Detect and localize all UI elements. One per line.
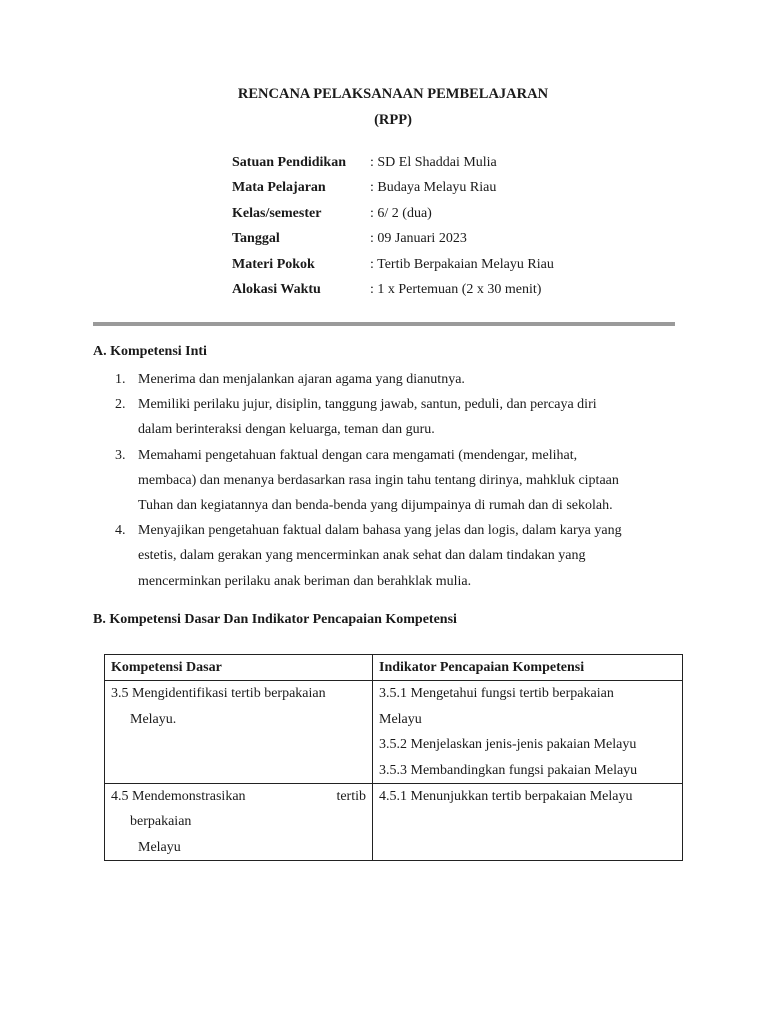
list-item — [93, 367, 693, 392]
info-value: : 6/ 2 (dua) — [370, 205, 432, 221]
cell-text: Melayu. — [130, 711, 177, 727]
info-value: : Budaya Melayu Riau — [370, 180, 497, 196]
info-value: : 1 x Pertemuan (2 x 30 menit) — [370, 281, 542, 297]
section-b-heading: B. Kompetensi Dasar Dan Indikator Pencapaian Kompetensi — [93, 612, 457, 627]
table-cell — [105, 681, 373, 784]
cell-text-line — [111, 784, 366, 809]
info-value: : Tertib Berpakaian Melayu Riau — [370, 256, 554, 272]
document-title: RENCANA PELAKSANAAN PEMBELAJARAN — [237, 86, 549, 102]
list-item — [93, 443, 693, 519]
info-value: : SD El Shaddai Mulia — [370, 155, 497, 170]
table-cell — [105, 784, 373, 861]
list-text: estetis, dalam gerakan yang mencerminkan anak sehat dan dalam tindakan yang — [138, 548, 586, 564]
list-item — [93, 392, 693, 442]
info-label: Tanggal — [232, 231, 280, 247]
cell-text: 3.5 Mengidentifikasi tertib berpakaian — [111, 686, 326, 702]
competency-table — [104, 654, 683, 861]
document-subtitle: (RPP) — [374, 112, 412, 128]
list-text: membaca) dan menanya berdasarkan rasa ingin tahu tentang dirinya, mahkluk ciptaan — [138, 472, 619, 488]
info-label: Mata Pelajaran — [232, 180, 326, 196]
column-header: Indikator Pencapaian Kompetensi — [373, 655, 683, 681]
list-text: Menerima dan menjalankan ajaran agama yang dianutnya. — [138, 372, 465, 387]
kompetensi-inti-list — [93, 367, 693, 594]
column-header: Kompetensi Dasar — [105, 655, 373, 681]
info-label: Alokasi Waktu — [232, 281, 321, 297]
table-cell — [373, 784, 683, 861]
list-text: Memahami pengetahuan faktual dengan cara mengamati (mendengar, melihat, — [138, 447, 578, 463]
list-text: mencerminkan perilaku anak beriman dan berahklak mulia. — [138, 573, 472, 589]
info-value: : 09 Januari 2023 — [370, 231, 467, 247]
list-text: Tuhan dan kegiatannya dan benda-benda yang dijumpainya di rumah dan di sekolah. — [138, 498, 613, 514]
table-header-row — [105, 655, 683, 681]
cell-text: Melayu — [379, 711, 422, 727]
cell-text: 3.5.1 Mengetahui fungsi tertib berpakaian — [379, 686, 614, 702]
table-cell — [373, 681, 683, 784]
list-text: dalam berinteraksi dengan keluarga, teman dan guru. — [138, 422, 435, 438]
table-row — [105, 784, 683, 861]
list-text: Memiliki perilaku jujur, disiplin, tanggung jawab, santun, peduli, dan percaya diri — [138, 397, 597, 413]
cell-text: 3.5.2 Menjelaskan jenis-jenis pakaian Melayu — [379, 737, 637, 753]
list-number: 1. — [115, 372, 126, 387]
cell-text: 4.5 Mendemonstrasikan — [111, 789, 246, 805]
list-item — [93, 518, 693, 594]
info-label: Materi Pokok — [232, 256, 315, 272]
info-label: Satuan Pendidikan — [232, 155, 346, 170]
list-number: 4. — [115, 523, 126, 539]
table-row — [105, 681, 683, 784]
list-number: 2. — [115, 397, 126, 413]
section-a-heading: A. Kompetensi Inti — [93, 344, 207, 359]
cell-text: 4.5.1 Menunjukkan tertib berpakaian Melayu — [379, 789, 633, 805]
cell-text: Melayu — [138, 839, 181, 855]
list-text: Menyajikan pengetahuan faktual dalam bahasa yang jelas dan logis, dalam karya yang — [138, 523, 622, 539]
info-label: Kelas/semester — [232, 205, 322, 221]
list-number: 3. — [115, 447, 126, 463]
cell-text: tertib — [336, 789, 366, 805]
cell-text: 3.5.3 Membandingkan fungsi pakaian Melayu — [379, 762, 638, 778]
horizontal-divider — [93, 322, 675, 326]
cell-text: berpakaian — [130, 814, 192, 830]
